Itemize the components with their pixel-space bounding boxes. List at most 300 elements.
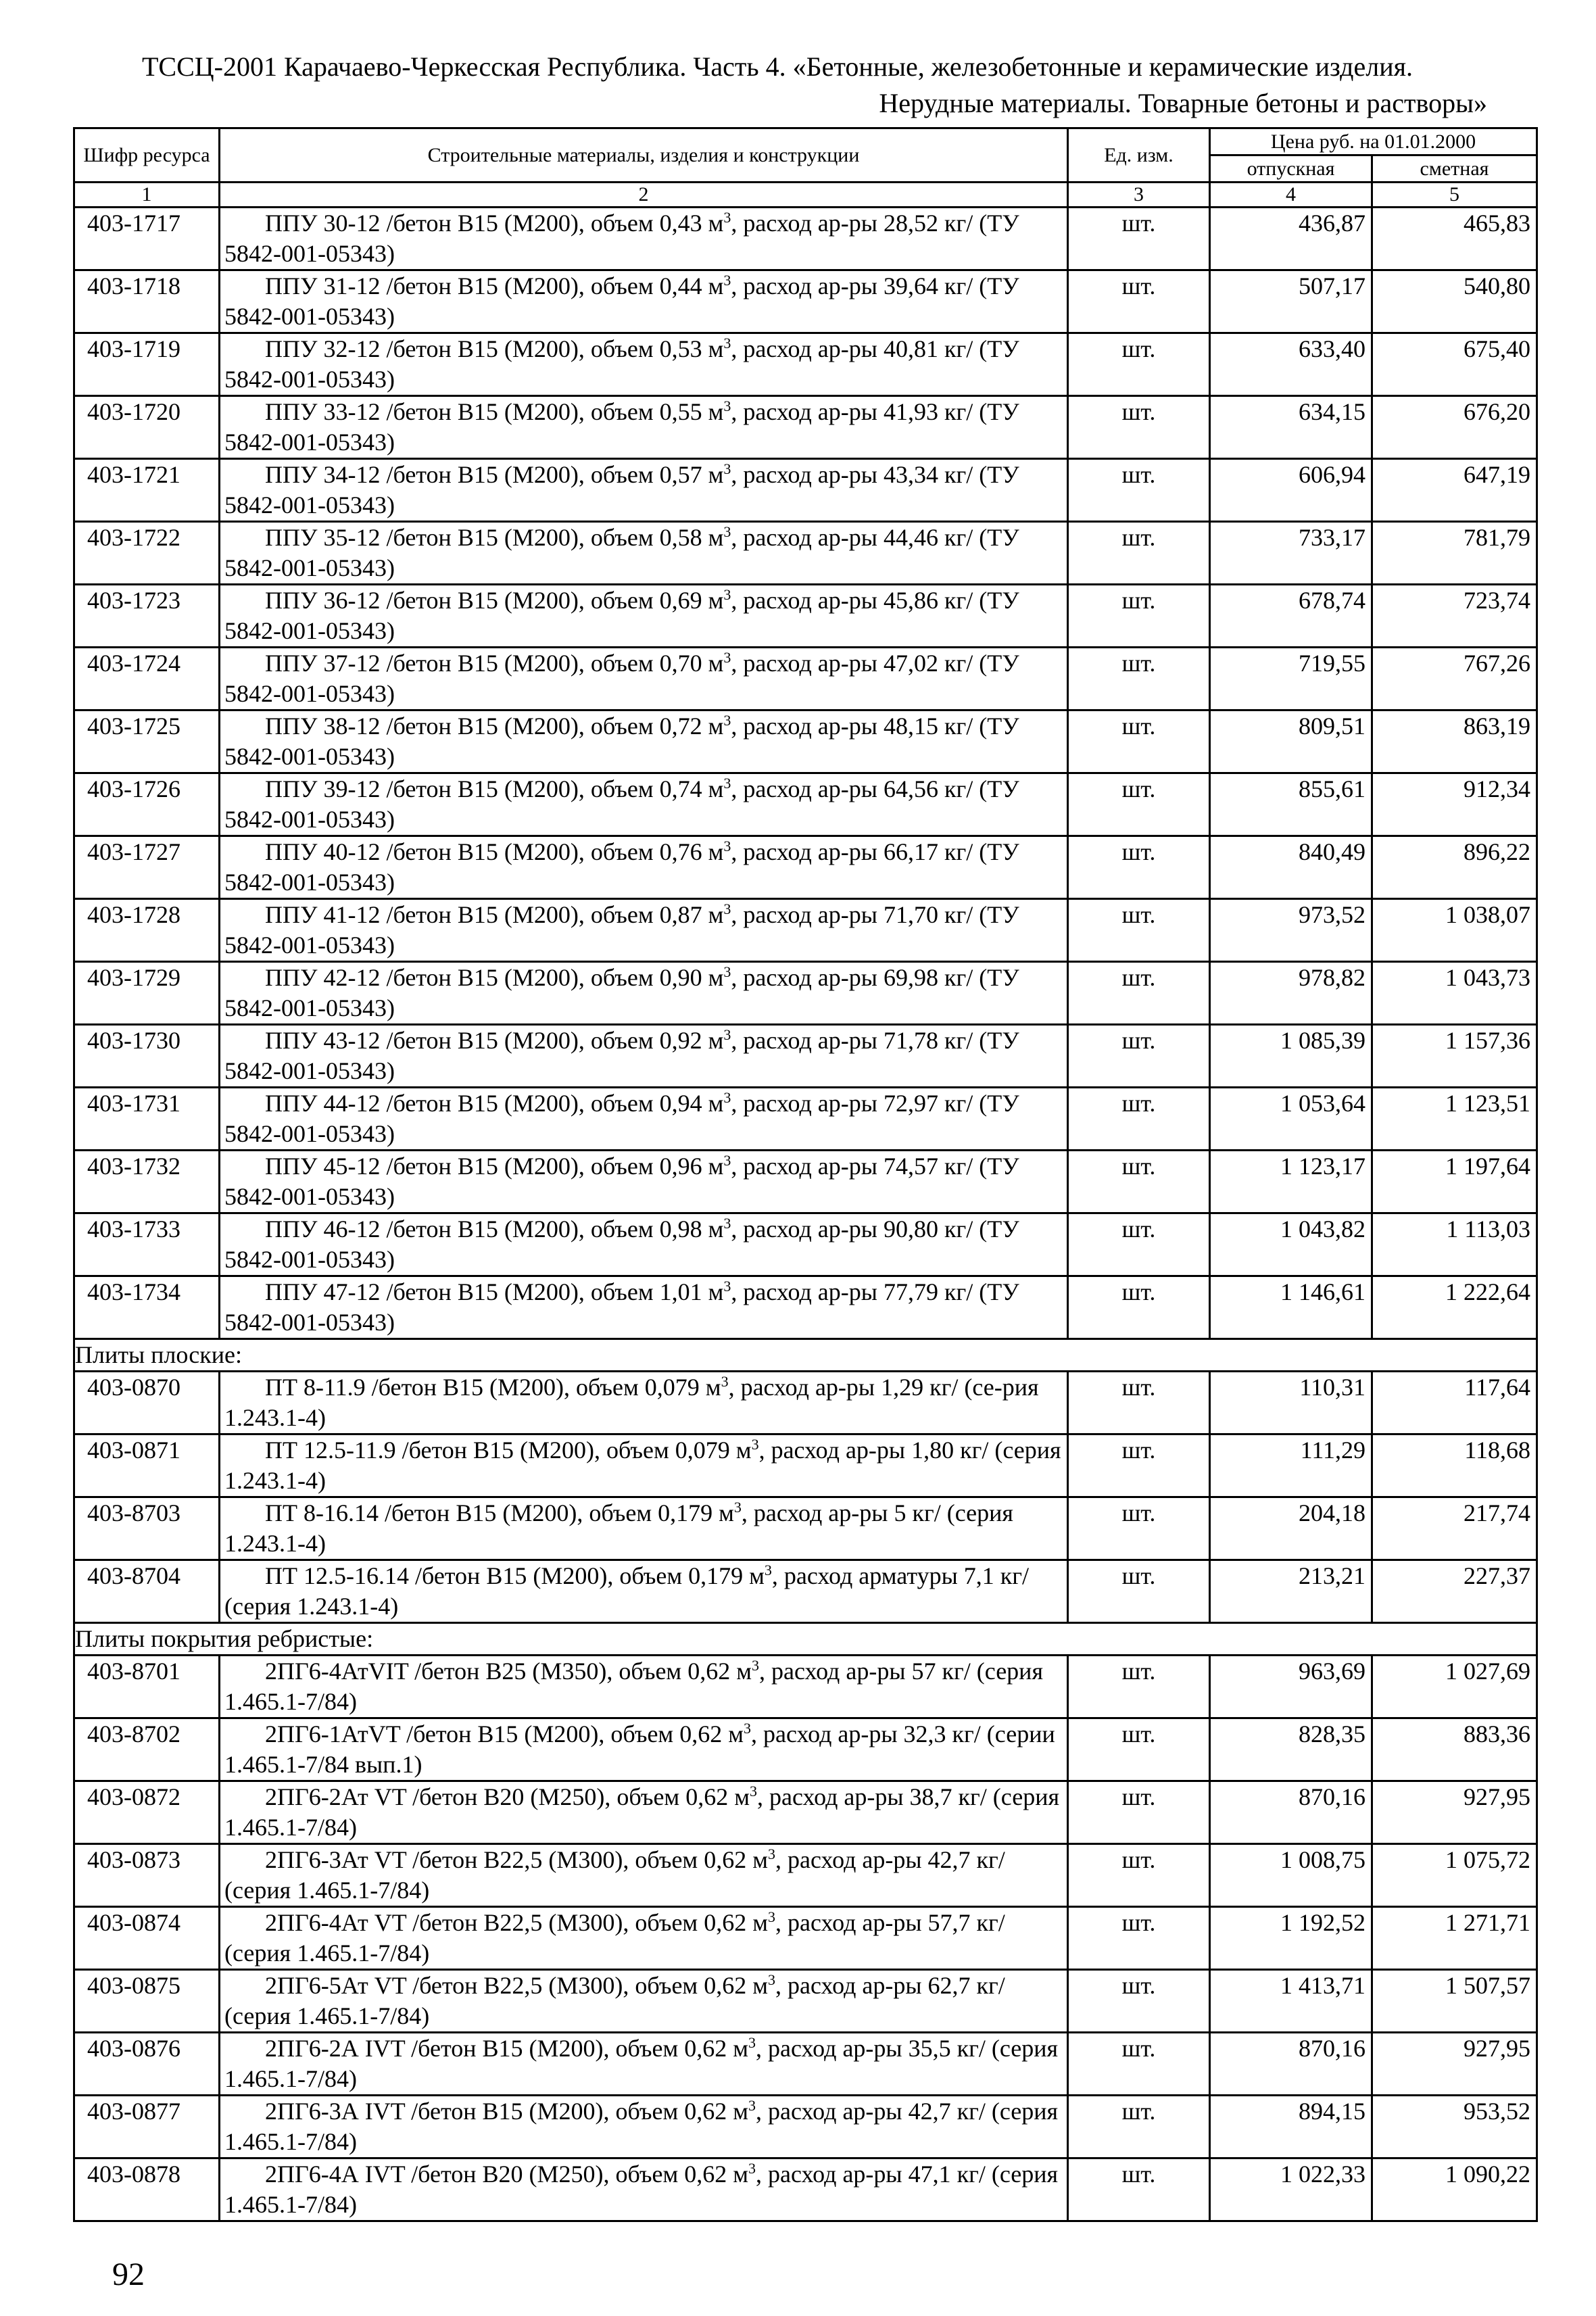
description-part: , расход ар-ры 47,1 кг/ (серия 1.465.1-7/84) bbox=[224, 2161, 1059, 2218]
price-estimate: 1 507,57 bbox=[1372, 1970, 1537, 2033]
unit: шт. bbox=[1068, 1844, 1210, 1907]
price-estimate: 117,64 bbox=[1372, 1372, 1537, 1434]
table-row bbox=[74, 1560, 1537, 1623]
description-part: ППУ 33-12 /бетон В15 (М200), объем 0,55 м bbox=[265, 398, 724, 425]
table-row bbox=[74, 648, 1537, 710]
cubic-superscript: 3 bbox=[748, 2097, 756, 2114]
price-release: 633,40 bbox=[1210, 333, 1372, 396]
price-estimate: 1 123,51 bbox=[1372, 1088, 1537, 1151]
price-release: 733,17 bbox=[1210, 522, 1372, 585]
cubic-superscript: 3 bbox=[723, 1026, 731, 1043]
cubic-superscript: 3 bbox=[723, 272, 731, 289]
description-part: 2ПГ6-2Ат VT /бетон В20 (М250), объем 0,62 м bbox=[265, 1783, 750, 1810]
price-release: 963,69 bbox=[1210, 1656, 1372, 1718]
table-row bbox=[74, 1970, 1537, 2033]
item-description bbox=[220, 773, 1068, 836]
cubic-superscript: 3 bbox=[723, 1089, 731, 1106]
price-estimate: 118,68 bbox=[1372, 1434, 1537, 1497]
description-part: ППУ 36-12 /бетон В15 (М200), объем 0,69 м bbox=[265, 587, 724, 614]
description-text bbox=[224, 208, 1064, 269]
price-release: 870,16 bbox=[1210, 2033, 1372, 2096]
description-part: , расход ар-ры 41,93 кг/ (ТУ 5842-001-05343) bbox=[224, 398, 1019, 456]
description-text bbox=[224, 1656, 1064, 1717]
item-description bbox=[220, 1434, 1068, 1497]
item-description bbox=[220, 1372, 1068, 1434]
resource-code: 403-1723 bbox=[74, 585, 220, 648]
resource-code: 403-8703 bbox=[74, 1497, 220, 1560]
cubic-superscript: 3 bbox=[768, 1908, 775, 1925]
description-part: , расход ар-ры 39,64 кг/ (ТУ 5842-001-05343) bbox=[224, 272, 1019, 330]
item-description bbox=[220, 1970, 1068, 2033]
column-number: 1 bbox=[74, 183, 220, 208]
resource-code: 403-1728 bbox=[74, 899, 220, 962]
header-price-estimate: сметная bbox=[1372, 155, 1537, 183]
description-part: ППУ 38-12 /бетон В15 (М200), объем 0,72 м bbox=[265, 713, 724, 740]
price-table bbox=[73, 127, 1538, 2222]
price-estimate: 227,37 bbox=[1372, 1560, 1537, 1623]
description-part: , расход ар-ры 72,97 кг/ (ТУ 5842-001-05343) bbox=[224, 1090, 1019, 1147]
cubic-superscript: 3 bbox=[751, 1436, 759, 1453]
price-release: 507,17 bbox=[1210, 270, 1372, 333]
header-price-release: отпускная bbox=[1210, 155, 1372, 183]
unit: шт. bbox=[1068, 2096, 1210, 2158]
resource-code: 403-1734 bbox=[74, 1276, 220, 1339]
price-release: 719,55 bbox=[1210, 648, 1372, 710]
unit: шт. bbox=[1068, 1656, 1210, 1718]
description-text bbox=[224, 1719, 1064, 1780]
unit: шт. bbox=[1068, 1213, 1210, 1276]
page-header bbox=[68, 49, 1487, 122]
price-release: 1 192,52 bbox=[1210, 1907, 1372, 1970]
table-row bbox=[74, 1434, 1537, 1497]
item-description bbox=[220, 648, 1068, 710]
description-part: ПТ 12.5-11.9 /бетон В15 (М200), объем 0,079 м bbox=[265, 1437, 752, 1464]
description-part: 2ПГ6-4АтVIT /бетон В25 (М350), объем 0,62 м bbox=[265, 1658, 752, 1685]
price-estimate: 675,40 bbox=[1372, 333, 1537, 396]
description-part: ППУ 32-12 /бетон В15 (М200), объем 0,53 м bbox=[265, 335, 724, 362]
description-text bbox=[224, 963, 1064, 1023]
table-row bbox=[74, 459, 1537, 522]
item-description bbox=[220, 1497, 1068, 1560]
description-part: , расход ар-ры 71,70 кг/ (ТУ 5842-001-05343) bbox=[224, 901, 1019, 959]
table-row bbox=[74, 1372, 1537, 1434]
unit: шт. bbox=[1068, 1025, 1210, 1088]
price-release: 1 146,61 bbox=[1210, 1276, 1372, 1339]
cubic-superscript: 3 bbox=[721, 1373, 729, 1390]
price-estimate: 1 090,22 bbox=[1372, 2158, 1537, 2221]
description-part: , расход ар-ры 42,7 кг/ (серия 1.465.1-7/84) bbox=[224, 2098, 1059, 2155]
resource-code: 403-1731 bbox=[74, 1088, 220, 1151]
description-text bbox=[224, 1561, 1064, 1622]
price-release: 1 043,82 bbox=[1210, 1213, 1372, 1276]
resource-code: 403-0878 bbox=[74, 2158, 220, 2221]
price-estimate: 863,19 bbox=[1372, 710, 1537, 773]
description-part: , расход ар-ры 28,52 кг/ (ТУ 5842-001-05343) bbox=[224, 210, 1019, 267]
description-part: , расход ар-ры 69,98 кг/ (ТУ 5842-001-05343) bbox=[224, 964, 1019, 1021]
price-release: 1 085,39 bbox=[1210, 1025, 1372, 1088]
description-part: ППУ 40-12 /бетон В15 (М200), объем 0,76 м bbox=[265, 838, 724, 865]
description-text bbox=[224, 1498, 1064, 1559]
resource-code: 403-8701 bbox=[74, 1656, 220, 1718]
description-part: , расход ар-ры 48,15 кг/ (ТУ 5842-001-05343) bbox=[224, 713, 1019, 770]
description-part: , расход ар-ры 57 кг/ (серия 1.465.1-7/84) bbox=[224, 1658, 1043, 1715]
price-estimate: 1 197,64 bbox=[1372, 1151, 1537, 1213]
cubic-superscript: 3 bbox=[733, 1499, 742, 1516]
table-row bbox=[74, 962, 1537, 1025]
price-release: 840,49 bbox=[1210, 836, 1372, 899]
resource-code: 403-1718 bbox=[74, 270, 220, 333]
description-part: ППУ 39-12 /бетон В15 (М200), объем 0,74 м bbox=[265, 775, 724, 802]
price-estimate: 1 222,64 bbox=[1372, 1276, 1537, 1339]
cubic-superscript: 3 bbox=[748, 2034, 756, 2051]
table-row bbox=[74, 1781, 1537, 1844]
column-number: 5 bbox=[1372, 183, 1537, 208]
description-part: ПТ 8-11.9 /бетон В15 (М200), объем 0,079 м bbox=[265, 1374, 721, 1401]
cubic-superscript: 3 bbox=[750, 1783, 757, 1800]
cubic-superscript: 3 bbox=[723, 649, 731, 666]
description-part: ППУ 37-12 /бетон В15 (М200), объем 0,70 м bbox=[265, 650, 724, 677]
table-row bbox=[74, 1276, 1537, 1339]
description-part: 2ПГ6-5Ат VT /бетон В22,5 (М300), объем 0,62 м bbox=[265, 1972, 768, 1999]
price-estimate: 1 157,36 bbox=[1372, 1025, 1537, 1088]
table-row bbox=[74, 1088, 1537, 1151]
resource-code: 403-1725 bbox=[74, 710, 220, 773]
resource-code: 403-0871 bbox=[74, 1434, 220, 1497]
item-description bbox=[220, 2096, 1068, 2158]
table-row bbox=[74, 1213, 1537, 1276]
description-part: , расход ар-ры 57,7 кг/ (серия 1.465.1-7/84) bbox=[224, 1909, 1005, 1967]
description-part: , расход ар-ры 42,7 кг/ (серия 1.465.1-7/84) bbox=[224, 1846, 1005, 1904]
item-description bbox=[220, 1151, 1068, 1213]
item-description bbox=[220, 962, 1068, 1025]
column-numbers-row bbox=[74, 183, 1537, 208]
description-part: , расход ар-ры 45,86 кг/ (ТУ 5842-001-05343) bbox=[224, 587, 1019, 644]
description-part: ППУ 41-12 /бетон В15 (М200), объем 0,87 м bbox=[265, 901, 724, 928]
price-estimate: 927,95 bbox=[1372, 1781, 1537, 1844]
item-description bbox=[220, 208, 1068, 270]
item-description bbox=[220, 2033, 1068, 2096]
description-text bbox=[224, 711, 1064, 772]
price-release: 213,21 bbox=[1210, 1560, 1372, 1623]
resource-code: 403-0873 bbox=[74, 1844, 220, 1907]
price-release: 1 022,33 bbox=[1210, 2158, 1372, 2221]
unit: шт. bbox=[1068, 836, 1210, 899]
table-row bbox=[74, 1151, 1537, 1213]
item-description bbox=[220, 522, 1068, 585]
description-part: ППУ 44-12 /бетон В15 (М200), объем 0,94 м bbox=[265, 1090, 724, 1117]
unit: шт. bbox=[1068, 1560, 1210, 1623]
price-estimate: 896,22 bbox=[1372, 836, 1537, 899]
description-part: , расход ар-ры 66,17 кг/ (ТУ 5842-001-05343) bbox=[224, 838, 1019, 896]
description-text bbox=[224, 2033, 1064, 2094]
item-description bbox=[220, 585, 1068, 648]
description-text bbox=[224, 460, 1064, 521]
price-estimate: 465,83 bbox=[1372, 208, 1537, 270]
price-estimate: 1 271,71 bbox=[1372, 1907, 1537, 1970]
price-estimate: 883,36 bbox=[1372, 1718, 1537, 1781]
header-line-1: ТССЦ-2001 Карачаево-Черкесская Республика. Часть 4. «Бетонные, железобетонные и керамические изделия. bbox=[141, 51, 1413, 82]
cubic-superscript: 3 bbox=[723, 775, 731, 792]
column-number: 3 bbox=[1068, 183, 1210, 208]
item-description bbox=[220, 2158, 1068, 2221]
description-text bbox=[224, 397, 1064, 458]
table-body bbox=[74, 208, 1537, 2221]
description-part: 2ПГ6-4Ат VT /бетон В22,5 (М300), объем 0,62 м bbox=[265, 1909, 768, 1936]
description-part: ППУ 31-12 /бетон В15 (М200), объем 0,44 м bbox=[265, 272, 724, 299]
description-text bbox=[224, 1277, 1064, 1338]
unit: шт. bbox=[1068, 522, 1210, 585]
price-release: 978,82 bbox=[1210, 962, 1372, 1025]
description-text bbox=[224, 1214, 1064, 1275]
description-part: 2ПГ6-3А IVT /бетон В15 (М200), объем 0,62 м bbox=[265, 2098, 749, 2125]
item-description bbox=[220, 1025, 1068, 1088]
price-estimate: 781,79 bbox=[1372, 522, 1537, 585]
cubic-superscript: 3 bbox=[723, 963, 731, 980]
header-line-2: Нерудные материалы. Товарные бетоны и растворы» bbox=[879, 88, 1487, 118]
description-part: 2ПГ6-4А IVT /бетон В20 (М250), объем 0,62 м bbox=[265, 2161, 749, 2188]
description-text bbox=[224, 1845, 1064, 1906]
unit: шт. bbox=[1068, 1781, 1210, 1844]
description-part: , расход ар-ры 74,57 кг/ (ТУ 5842-001-05343) bbox=[224, 1153, 1019, 1210]
description-part: , расход ар-ры 38,7 кг/ (серия 1.465.1-7/84) bbox=[224, 1783, 1060, 1841]
table-row bbox=[74, 773, 1537, 836]
resource-code: 403-0870 bbox=[74, 1372, 220, 1434]
description-text bbox=[224, 1088, 1064, 1149]
item-description bbox=[220, 1560, 1068, 1623]
description-part: , расход ар-ры 64,56 кг/ (ТУ 5842-001-05343) bbox=[224, 775, 1019, 833]
cubic-superscript: 3 bbox=[723, 712, 731, 729]
resource-code: 403-1729 bbox=[74, 962, 220, 1025]
description-text bbox=[224, 900, 1064, 961]
description-text bbox=[224, 523, 1064, 583]
item-description bbox=[220, 396, 1068, 459]
table-row bbox=[74, 270, 1537, 333]
section-title: Плиты покрытия ребристые: bbox=[74, 1623, 1537, 1656]
description-part: ППУ 34-12 /бетон В15 (М200), объем 0,57 м bbox=[265, 461, 724, 488]
table-row bbox=[74, 1025, 1537, 1088]
price-estimate: 767,26 bbox=[1372, 648, 1537, 710]
header-description: Строительные материалы, изделия и конструкции bbox=[220, 128, 1068, 183]
price-estimate: 217,74 bbox=[1372, 1497, 1537, 1560]
resource-code: 403-1726 bbox=[74, 773, 220, 836]
description-part: ППУ 30-12 /бетон В15 (М200), объем 0,43 м bbox=[265, 210, 724, 237]
item-description bbox=[220, 1656, 1068, 1718]
unit: шт. bbox=[1068, 899, 1210, 962]
resource-code: 403-1722 bbox=[74, 522, 220, 585]
description-text bbox=[224, 1782, 1064, 1843]
price-release: 634,15 bbox=[1210, 396, 1372, 459]
item-description bbox=[220, 899, 1068, 962]
description-part: , расход ар-ры 1,80 кг/ (серия 1.243.1-4) bbox=[224, 1437, 1061, 1494]
table-row bbox=[74, 2033, 1537, 2096]
column-number: 4 bbox=[1210, 183, 1372, 208]
unit: шт. bbox=[1068, 1718, 1210, 1781]
description-text bbox=[224, 1026, 1064, 1086]
price-release: 809,51 bbox=[1210, 710, 1372, 773]
cubic-superscript: 3 bbox=[768, 1845, 775, 1862]
cubic-superscript: 3 bbox=[723, 523, 731, 540]
unit: шт. bbox=[1068, 1372, 1210, 1434]
item-description bbox=[220, 836, 1068, 899]
item-description bbox=[220, 1276, 1068, 1339]
section-row bbox=[74, 1339, 1537, 1372]
table-row bbox=[74, 899, 1537, 962]
description-part: , расход ар-ры 32,3 кг/ (серии 1.465.1-7/84 вып.1) bbox=[224, 1720, 1055, 1778]
unit: шт. bbox=[1068, 270, 1210, 333]
unit: шт. bbox=[1068, 1907, 1210, 1970]
unit: шт. bbox=[1068, 2158, 1210, 2221]
price-release: 111,29 bbox=[1210, 1434, 1372, 1497]
resource-code: 403-0874 bbox=[74, 1907, 220, 1970]
price-estimate: 912,34 bbox=[1372, 773, 1537, 836]
unit: шт. bbox=[1068, 1434, 1210, 1497]
description-part: , расход ар-ры 35,5 кг/ (серия 1.465.1-7/84) bbox=[224, 2035, 1059, 2092]
resource-code: 403-0877 bbox=[74, 2096, 220, 2158]
cubic-superscript: 3 bbox=[723, 1278, 731, 1295]
cubic-superscript: 3 bbox=[751, 1657, 759, 1674]
description-part: , расход ар-ры 71,78 кг/ (ТУ 5842-001-05343) bbox=[224, 1027, 1019, 1084]
price-estimate: 676,20 bbox=[1372, 396, 1537, 459]
table-row bbox=[74, 333, 1537, 396]
cubic-superscript: 3 bbox=[723, 900, 731, 917]
description-text bbox=[224, 1435, 1064, 1496]
description-part: ППУ 46-12 /бетон В15 (М200), объем 0,98 м bbox=[265, 1215, 724, 1243]
resource-code: 403-8702 bbox=[74, 1718, 220, 1781]
cubic-superscript: 3 bbox=[764, 1562, 772, 1578]
price-estimate: 953,52 bbox=[1372, 2096, 1537, 2158]
header-price: Цена руб. на 01.01.2000 bbox=[1210, 128, 1537, 155]
table-row bbox=[74, 1907, 1537, 1970]
table-row bbox=[74, 585, 1537, 648]
unit: шт. bbox=[1068, 1970, 1210, 2033]
price-release: 1 008,75 bbox=[1210, 1844, 1372, 1907]
description-text bbox=[224, 2096, 1064, 2157]
description-text bbox=[224, 1971, 1064, 2031]
price-release: 110,31 bbox=[1210, 1372, 1372, 1434]
resource-code: 403-0872 bbox=[74, 1781, 220, 1844]
price-estimate: 1 038,07 bbox=[1372, 899, 1537, 962]
item-description bbox=[220, 1907, 1068, 1970]
price-estimate: 927,95 bbox=[1372, 2033, 1537, 2096]
resource-code: 403-1721 bbox=[74, 459, 220, 522]
unit: шт. bbox=[1068, 2033, 1210, 2096]
unit: шт. bbox=[1068, 1151, 1210, 1213]
price-estimate: 1 113,03 bbox=[1372, 1213, 1537, 1276]
table-row bbox=[74, 2158, 1537, 2221]
price-estimate: 1 027,69 bbox=[1372, 1656, 1537, 1718]
unit: шт. bbox=[1068, 333, 1210, 396]
description-text bbox=[224, 334, 1064, 395]
description-part: 2ПГ6-2А IVT /бетон В15 (М200), объем 0,62 м bbox=[265, 2035, 749, 2062]
unit: шт. bbox=[1068, 208, 1210, 270]
price-estimate: 1 075,72 bbox=[1372, 1844, 1537, 1907]
table-row bbox=[74, 522, 1537, 585]
price-estimate: 723,74 bbox=[1372, 585, 1537, 648]
unit: шт. bbox=[1068, 962, 1210, 1025]
unit: шт. bbox=[1068, 585, 1210, 648]
resource-code: 403-1720 bbox=[74, 396, 220, 459]
price-release: 204,18 bbox=[1210, 1497, 1372, 1560]
description-text bbox=[224, 271, 1064, 332]
description-text bbox=[224, 648, 1064, 709]
resource-code: 403-8704 bbox=[74, 1560, 220, 1623]
header-code: Шифр ресурса bbox=[74, 128, 220, 183]
price-estimate: 540,80 bbox=[1372, 270, 1537, 333]
table-row bbox=[74, 1656, 1537, 1718]
item-description bbox=[220, 270, 1068, 333]
price-release: 606,94 bbox=[1210, 459, 1372, 522]
unit: шт. bbox=[1068, 773, 1210, 836]
price-release: 973,52 bbox=[1210, 899, 1372, 962]
unit: шт. bbox=[1068, 710, 1210, 773]
table-header bbox=[74, 128, 1537, 208]
price-release: 855,61 bbox=[1210, 773, 1372, 836]
cubic-superscript: 3 bbox=[744, 1720, 751, 1737]
description-part: ПТ 12.5-16.14 /бетон В15 (М200), объем 0,179 м bbox=[265, 1562, 765, 1589]
table-row bbox=[74, 1718, 1537, 1781]
table-row bbox=[74, 1844, 1537, 1907]
description-part: ППУ 35-12 /бетон В15 (М200), объем 0,58 м bbox=[265, 524, 724, 551]
cubic-superscript: 3 bbox=[723, 460, 731, 477]
table-row bbox=[74, 396, 1537, 459]
description-text bbox=[224, 585, 1064, 646]
description-part: , расход ар-ры 5 кг/ (серия 1.243.1-4) bbox=[224, 1499, 1013, 1557]
header-unit: Ед. изм. bbox=[1068, 128, 1210, 183]
price-release: 1 123,17 bbox=[1210, 1151, 1372, 1213]
price-estimate: 647,19 bbox=[1372, 459, 1537, 522]
table-row bbox=[74, 2096, 1537, 2158]
description-part: , расход ар-ры 77,79 кг/ (ТУ 5842-001-05343) bbox=[224, 1278, 1019, 1336]
cubic-superscript: 3 bbox=[723, 1152, 731, 1169]
cubic-superscript: 3 bbox=[723, 335, 731, 352]
description-part: , расход ар-ры 40,81 кг/ (ТУ 5842-001-05343) bbox=[224, 335, 1019, 393]
resource-code: 403-1730 bbox=[74, 1025, 220, 1088]
unit: шт. bbox=[1068, 1088, 1210, 1151]
description-part: , расход ар-ры 44,46 кг/ (ТУ 5842-001-05343) bbox=[224, 524, 1019, 581]
resource-code: 403-1717 bbox=[74, 208, 220, 270]
unit: шт. bbox=[1068, 1276, 1210, 1339]
cubic-superscript: 3 bbox=[723, 209, 731, 226]
column-number: 2 bbox=[220, 183, 1068, 208]
unit: шт. bbox=[1068, 459, 1210, 522]
price-release: 894,15 bbox=[1210, 2096, 1372, 2158]
item-description bbox=[220, 1844, 1068, 1907]
section-row bbox=[74, 1623, 1537, 1656]
resource-code: 403-0876 bbox=[74, 2033, 220, 2096]
description-part: ППУ 43-12 /бетон В15 (М200), объем 0,92 м bbox=[265, 1027, 724, 1054]
cubic-superscript: 3 bbox=[723, 397, 731, 414]
description-part: , расход ар-ры 90,80 кг/ (ТУ 5842-001-05343) bbox=[224, 1215, 1019, 1273]
table-row bbox=[74, 836, 1537, 899]
page-number: 92 bbox=[112, 2257, 145, 2292]
description-text bbox=[224, 1151, 1064, 1212]
resource-code: 403-1719 bbox=[74, 333, 220, 396]
unit: шт. bbox=[1068, 396, 1210, 459]
description-part: ППУ 47-12 /бетон В15 (М200), объем 1,01 м bbox=[265, 1278, 724, 1305]
description-text bbox=[224, 1908, 1064, 1969]
item-description bbox=[220, 333, 1068, 396]
unit: шт. bbox=[1068, 648, 1210, 710]
description-text bbox=[224, 837, 1064, 898]
cubic-superscript: 3 bbox=[748, 2160, 756, 2177]
item-description bbox=[220, 1088, 1068, 1151]
price-release: 870,16 bbox=[1210, 1781, 1372, 1844]
description-text bbox=[224, 774, 1064, 835]
table-row bbox=[74, 208, 1537, 270]
table-row bbox=[74, 710, 1537, 773]
section-title: Плиты плоские: bbox=[74, 1339, 1537, 1372]
item-description bbox=[220, 710, 1068, 773]
